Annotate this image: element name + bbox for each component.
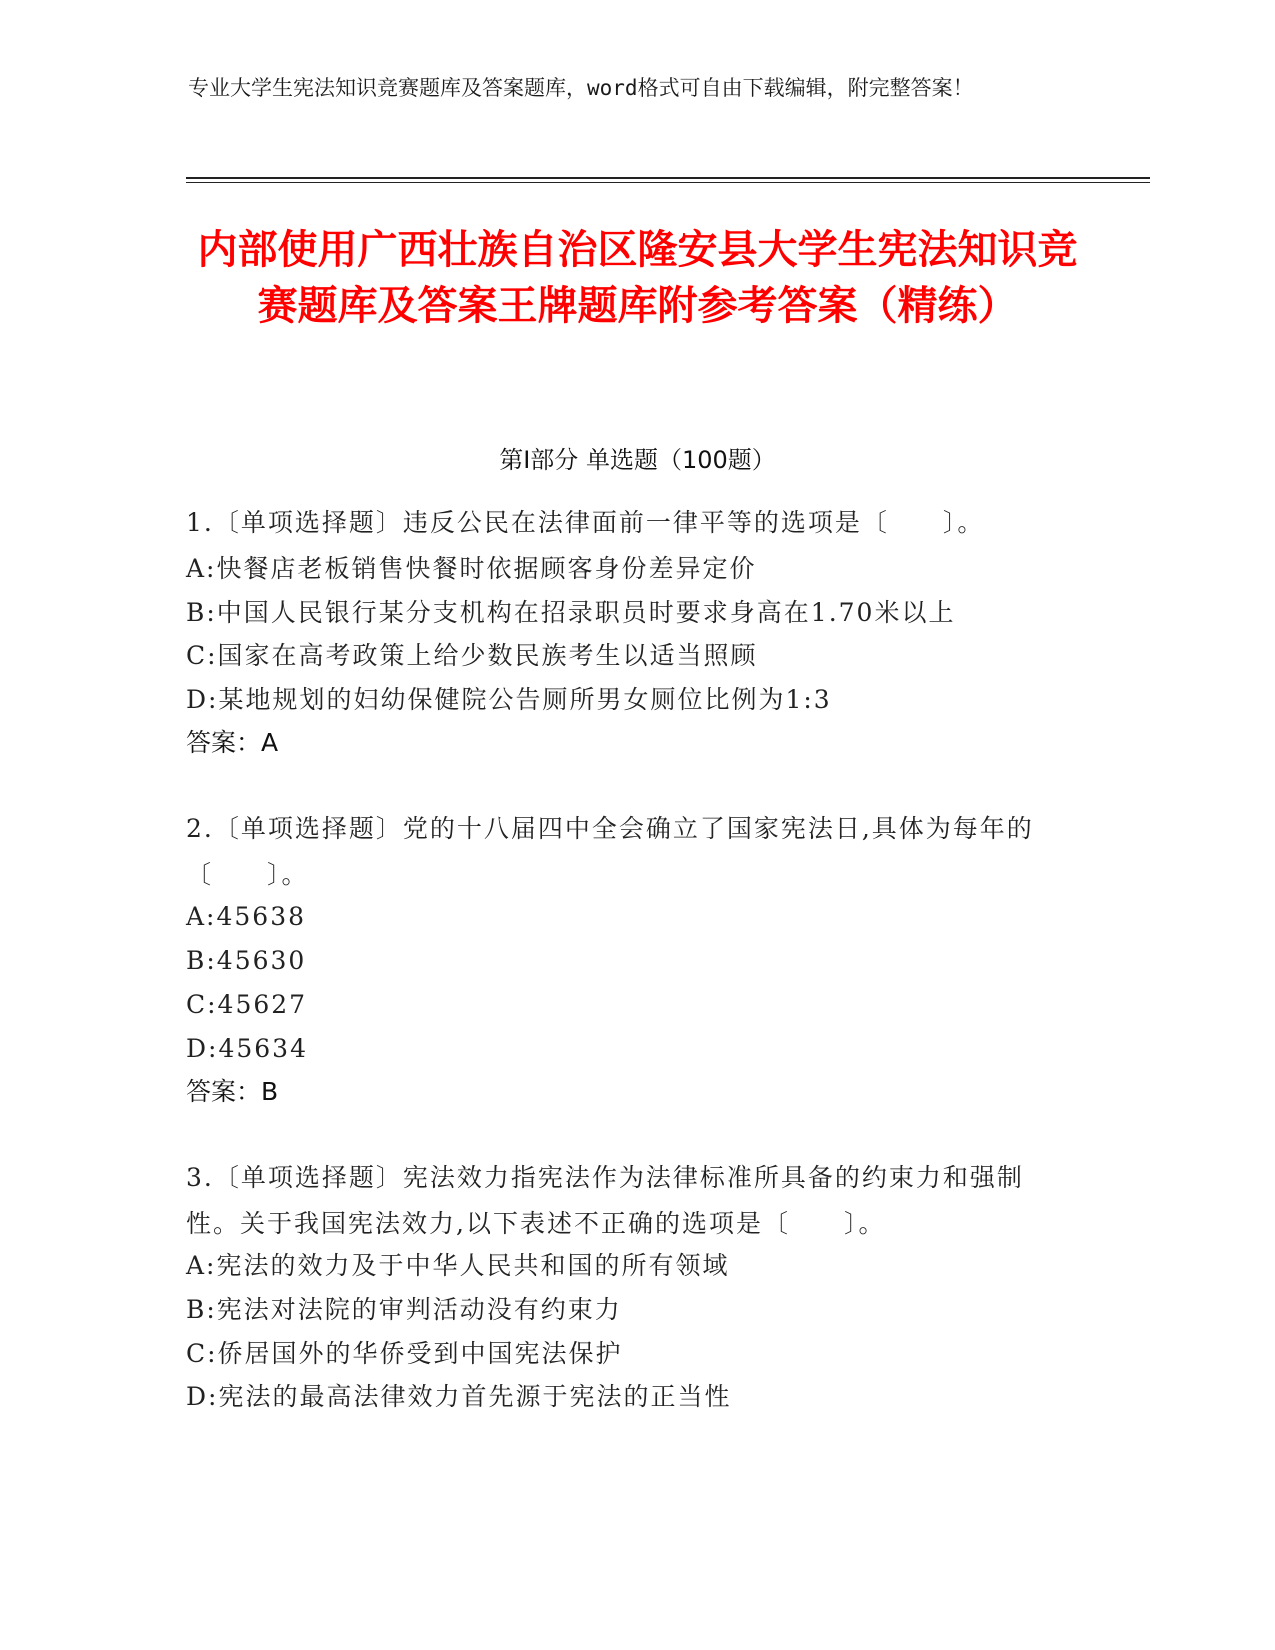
question-option: C:45627 — [186, 990, 308, 1019]
question-stem: 1.〔单项选择题〕违反公民在法律面前一律平等的选项是〔 〕。 — [186, 508, 985, 537]
question-option: D:某地规划的妇幼保健院公告厕所男女厕位比例为1:3 — [186, 685, 832, 714]
question-answer: 答案：A — [186, 728, 279, 757]
question-option: C:国家在高考政策上给少数民族考生以适当照顾 — [186, 641, 758, 670]
question-option: D:45634 — [186, 1034, 308, 1063]
section-heading: 第Ⅰ部分 单选题（100题） — [499, 446, 776, 474]
header-note: 专业大学生宪法知识竞赛题库及答案题库，word格式可自由下载编辑，附完整答案！ — [188, 76, 974, 100]
header-divider-thin — [186, 182, 1150, 183]
question-stem: 3.〔单项选择题〕宪法效力指宪法作为法律标准所具备的约束力和强制性。关于我国宪法效力,以下表述不正确的选项是〔 〕。 — [186, 1163, 1024, 1238]
question-option: A:宪法的效力及于中华人民共和国的所有领域 — [186, 1251, 730, 1280]
header-divider-thick — [186, 177, 1150, 179]
question-option: A:快餐店老板销售快餐时依据顾客身份差异定价 — [186, 554, 757, 583]
question-option: B:宪法对法院的审判活动没有约束力 — [186, 1295, 622, 1324]
question-option: B:45630 — [186, 946, 307, 975]
question-option: A:45638 — [186, 902, 307, 931]
question-option: D:宪法的最高法律效力首先源于宪法的正当性 — [186, 1382, 732, 1411]
question-option: B:中国人民银行某分支机构在招录职员时要求身高在1.70米以上 — [186, 598, 956, 627]
question-option: C:侨居国外的华侨受到中国宪法保护 — [186, 1339, 623, 1368]
document-title: 内部使用广西壮族自治区隆安县大学生宪法知识竞赛题库及答案王牌题库附参考答案（精练） — [197, 227, 1078, 329]
question-answer: 答案：B — [186, 1077, 279, 1106]
question-stem: 2.〔单项选择题〕党的十八届四中全会确立了国家宪法日,具体为每年的〔 〕。 — [186, 814, 1034, 889]
